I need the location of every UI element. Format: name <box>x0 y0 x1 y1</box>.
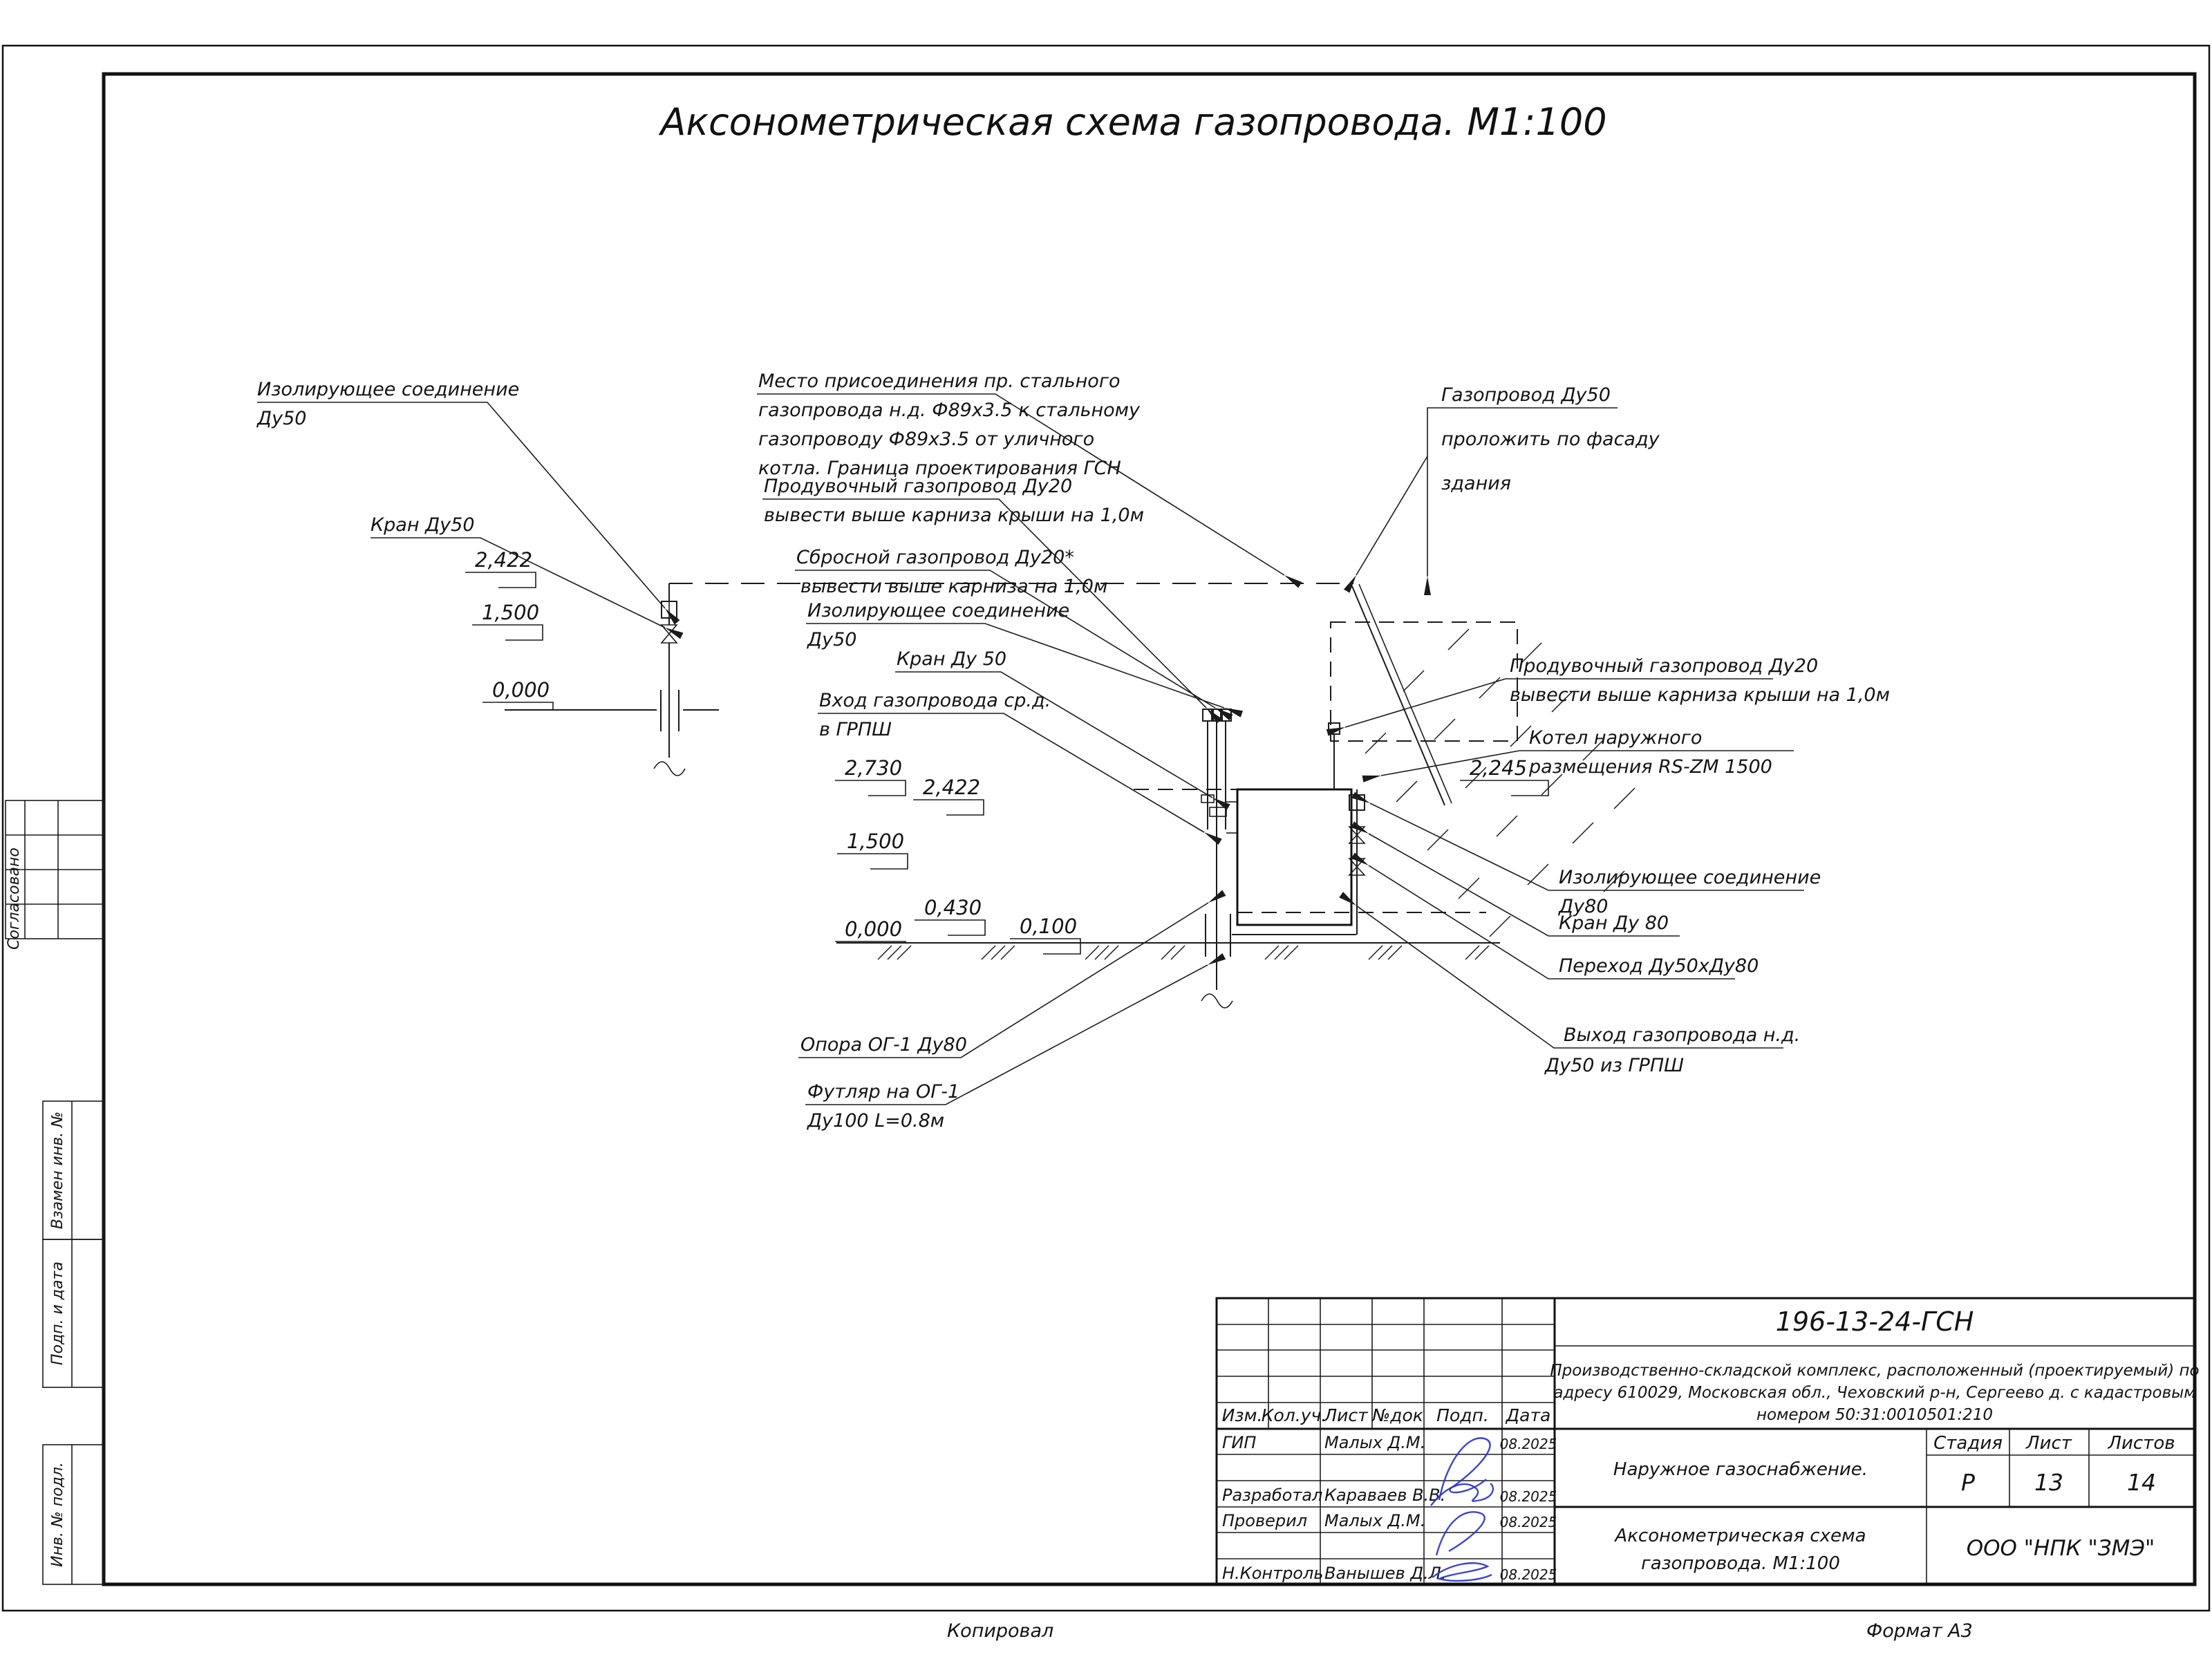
valve-right-label: Кран Ду 80 <box>1559 912 1669 934</box>
facade-line3: здания <box>1441 473 1512 494</box>
row-gip-role: ГИП <box>1222 1433 1257 1452</box>
inventory-label: Инв. № подл. <box>49 1462 66 1567</box>
row-razrab-role: Разработал <box>1222 1485 1323 1505</box>
svg-text:0,100: 0,100 <box>1020 915 1078 938</box>
sheet-label: Лист <box>2026 1433 2072 1454</box>
svg-text:0,000: 0,000 <box>845 917 903 941</box>
sign-date-label: Подп. и дата <box>49 1262 66 1365</box>
casing-line1: Футляр на ОГ-1 <box>807 1081 960 1103</box>
gas-scheme-drawing <box>505 583 1635 1008</box>
elevation-center-0000 <box>835 917 906 943</box>
svg-text:1,500: 1,500 <box>482 601 540 624</box>
elevation-center-2422 <box>913 776 984 815</box>
company-name: ООО "НПК "ЗМЭ" <box>1966 1536 2155 1561</box>
inlet-line1: Вход газопровода ср.д. <box>819 690 1051 711</box>
replaced-inv-box <box>43 1101 104 1239</box>
purge-right-line2: вывести выше карниза крыши на 1,0м <box>1510 684 1890 706</box>
sheet-title-line1: Аксонометрическая схема <box>1615 1526 1866 1546</box>
svg-text:2,422: 2,422 <box>475 548 533 572</box>
elevation-center-0430 <box>915 896 985 935</box>
sheets-value: 14 <box>2127 1469 2156 1496</box>
col-koluch: Кол.уч. <box>1261 1405 1327 1425</box>
row-gip-date: 08.2025 <box>1499 1436 1557 1452</box>
svg-text:1,500: 1,500 <box>847 830 905 853</box>
col-dok: №док <box>1372 1405 1423 1425</box>
svg-text:2,422: 2,422 <box>923 776 981 799</box>
inlet-line2: в ГРПШ <box>819 719 892 740</box>
project-line2: адресу 610029, Московская обл., Чеховский р-н, Сергеево д. с кадастровым <box>1553 1384 2196 1402</box>
facade-line2: проложить по фасаду <box>1441 429 1660 450</box>
connection-line1: Место присоединения пр. стального <box>758 371 1121 392</box>
iso-right-line2: Ду80 <box>1559 896 1609 917</box>
copied-label: Копировал <box>947 1620 1054 1642</box>
grpsh-cabinet <box>1237 789 1351 925</box>
col-izm: Изм. <box>1221 1405 1263 1425</box>
elevation-center-0100 <box>1010 915 1080 954</box>
sheets-label: Листов <box>2108 1433 2175 1454</box>
connection-line4: котла. Граница проектирования ГСН <box>758 458 1121 479</box>
pipe-break-center <box>1201 994 1232 1008</box>
facade-line1: Газопровод Ду50 <box>1441 384 1611 406</box>
reducer-label: Переход Ду50хДу80 <box>1559 955 1759 977</box>
section-name: Наружное газоснабжение. <box>1613 1459 1868 1480</box>
stage-value: Р <box>1961 1469 1975 1496</box>
relief-line2: вывести выше карниза на 1,0м <box>800 576 1108 597</box>
row-razrab-name: Караваев В.В. <box>1324 1485 1446 1505</box>
connection-line3: газопроводу Ф89х3.5 от уличного <box>758 429 1095 450</box>
iso-left-line1: Изолирующее соединение <box>257 379 520 400</box>
row-prov-date: 08.2025 <box>1499 1514 1557 1530</box>
col-podp: Подп. <box>1436 1405 1489 1425</box>
replaced-inv-label: Взамен инв. № <box>49 1111 66 1230</box>
elevation-center-2730 <box>835 756 906 796</box>
iso-left-line2: Ду50 <box>257 408 307 429</box>
slant-pipe-b <box>1359 584 1452 803</box>
purge-right-line1: Продувочный газопровод Ду20 <box>1510 655 1819 677</box>
title-block <box>1217 1298 2200 1584</box>
inlet-fitting-b <box>1210 807 1226 816</box>
valve-left-label: Кран Ду50 <box>371 514 475 536</box>
sheet-value: 13 <box>2034 1469 2063 1496</box>
stage-label: Стадия <box>1933 1433 2003 1454</box>
connection-line2: газопровода н.д. Ф89х3.5 к стальному <box>758 400 1141 421</box>
row-prov-name: Малых Д.М. <box>1324 1511 1426 1530</box>
elevation-left-2422 <box>465 548 536 588</box>
approved-grid <box>6 800 104 950</box>
approved-stamp-label: Согласовано <box>6 847 23 950</box>
elevation-left-1500 <box>472 601 543 640</box>
row-gip-name: Малых Д.М. <box>1324 1433 1426 1452</box>
col-list: Лист <box>1324 1405 1368 1425</box>
row-razrab-date: 08.2025 <box>1499 1488 1557 1505</box>
signatures <box>1431 1438 1493 1580</box>
inventory-box <box>43 1445 104 1584</box>
relief-line1: Сбросной газопровод Ду20* <box>796 547 1074 568</box>
svg-text:0,000: 0,000 <box>492 678 550 702</box>
ground-hatching <box>878 946 1489 959</box>
doc-number: 196-13-24-ГСН <box>1775 1306 1974 1337</box>
support-label: Опора ОГ-1 Ду80 <box>800 1034 967 1056</box>
iso-center-line2: Ду50 <box>807 629 857 650</box>
format-label: Формат А3 <box>1866 1620 1973 1642</box>
svg-text:2,730: 2,730 <box>845 756 903 780</box>
row-nk-date: 08.2025 <box>1499 1566 1557 1583</box>
project-line1: Производственно-складской комплекс, расположенный (проектируемый) по <box>1550 1362 2200 1380</box>
iso-right-line1: Изолирующее соединение <box>1559 867 1821 888</box>
valve-center-label: Кран Ду 50 <box>897 648 1007 670</box>
purge-center-line1: Продувочный газопровод Ду20 <box>764 476 1073 497</box>
project-line3: номером 50:31:0010501:210 <box>1756 1406 1994 1424</box>
col-data: Дата <box>1506 1405 1551 1425</box>
purge-center-line2: вывести выше карниза крыши на 1,0м <box>764 505 1144 526</box>
left-margin-stamps <box>6 800 104 1584</box>
svg-text:2,245: 2,245 <box>1470 756 1528 780</box>
row-prov-role: Проверил <box>1222 1511 1308 1530</box>
row-nk-role: Н.Контроль <box>1222 1564 1324 1583</box>
leader-lines <box>257 394 1804 1105</box>
svg-text:0,430: 0,430 <box>924 896 982 919</box>
elevation-left-0000 <box>482 678 553 710</box>
grpsh-assembly <box>1134 709 1486 1008</box>
outlet-line1: Выход газопровода н.д. <box>1564 1024 1801 1046</box>
boiler-line1: Котел наружного <box>1529 727 1703 749</box>
iso-center-line1: Изолирующее соединение <box>807 600 1070 621</box>
pipe-break-left <box>654 762 685 776</box>
sheet-title-line2: газопровода. М1:100 <box>1641 1553 1840 1574</box>
page-title: Аксонометрическая схема газопровода. М1:100 <box>660 100 1607 144</box>
row-nk-name: Ванышев Д.Л. <box>1324 1564 1447 1583</box>
sign-date-box <box>43 1239 104 1387</box>
outlet-line2: Ду50 из ГРПШ <box>1545 1055 1684 1076</box>
elevation-center-1500 <box>837 830 908 869</box>
casing-line2: Ду100 L=0.8м <box>807 1110 945 1132</box>
boiler-line2: размещения RS-ZM 1500 <box>1529 756 1772 778</box>
